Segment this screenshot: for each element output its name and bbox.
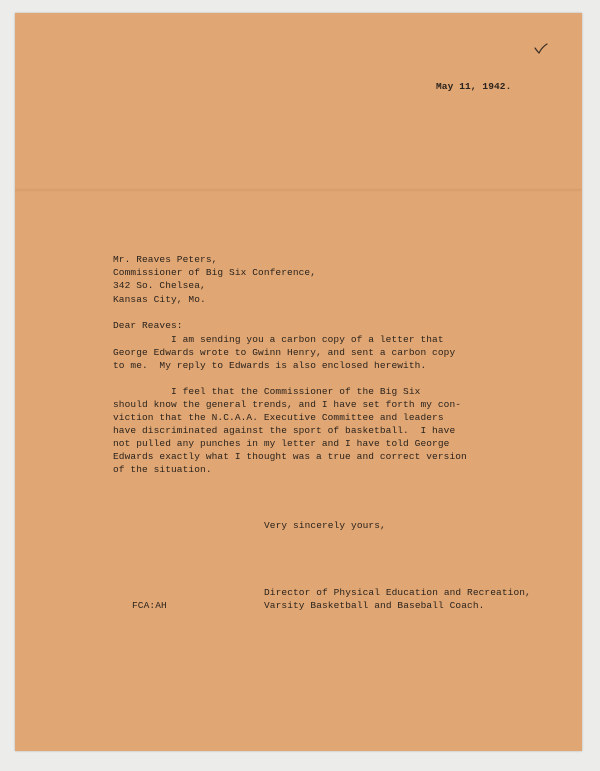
body-line: have discriminated against the sport of basketball. I have (113, 425, 456, 436)
recipient-line: Mr. Reaves Peters, (113, 254, 218, 265)
letter-date: May 11, 1942. (436, 81, 512, 92)
closing: Very sincerely yours, (264, 520, 386, 531)
recipient-line: Kansas City, Mo. (113, 294, 206, 305)
body-line: I feel that the Commissioner of the Big Six (113, 386, 421, 397)
body-line: George Edwards wrote to Gwinn Henry, and sent a carbon copy (113, 347, 456, 358)
recipient-line: Commissioner of Big Six Conference, (113, 267, 317, 278)
body-line: Edwards exactly what I thought was a true and correct version (113, 451, 467, 462)
title-line: Director of Physical Education and Recreation, (264, 587, 531, 598)
body-line: to me. My reply to Edwards is also enclosed herewith. (113, 360, 427, 371)
salutation: Dear Reaves: (113, 320, 183, 331)
body-line: of the situation. (113, 464, 212, 475)
body-line: should know the general trends, and I have set forth my con- (113, 399, 462, 410)
letter-page (15, 13, 582, 751)
body-line: I am sending you a carbon copy of a letter that (113, 334, 444, 345)
check-mark-icon (534, 43, 548, 55)
body-line: not pulled any punches in my letter and I have told George (113, 438, 450, 449)
body-line: viction that the N.C.A.A. Executive Committee and leaders (113, 412, 444, 423)
recipient-line: 342 So. Chelsea, (113, 280, 206, 291)
reference-initials: FCA:AH (132, 600, 167, 611)
title-line: Varsity Basketball and Baseball Coach. (264, 600, 485, 611)
